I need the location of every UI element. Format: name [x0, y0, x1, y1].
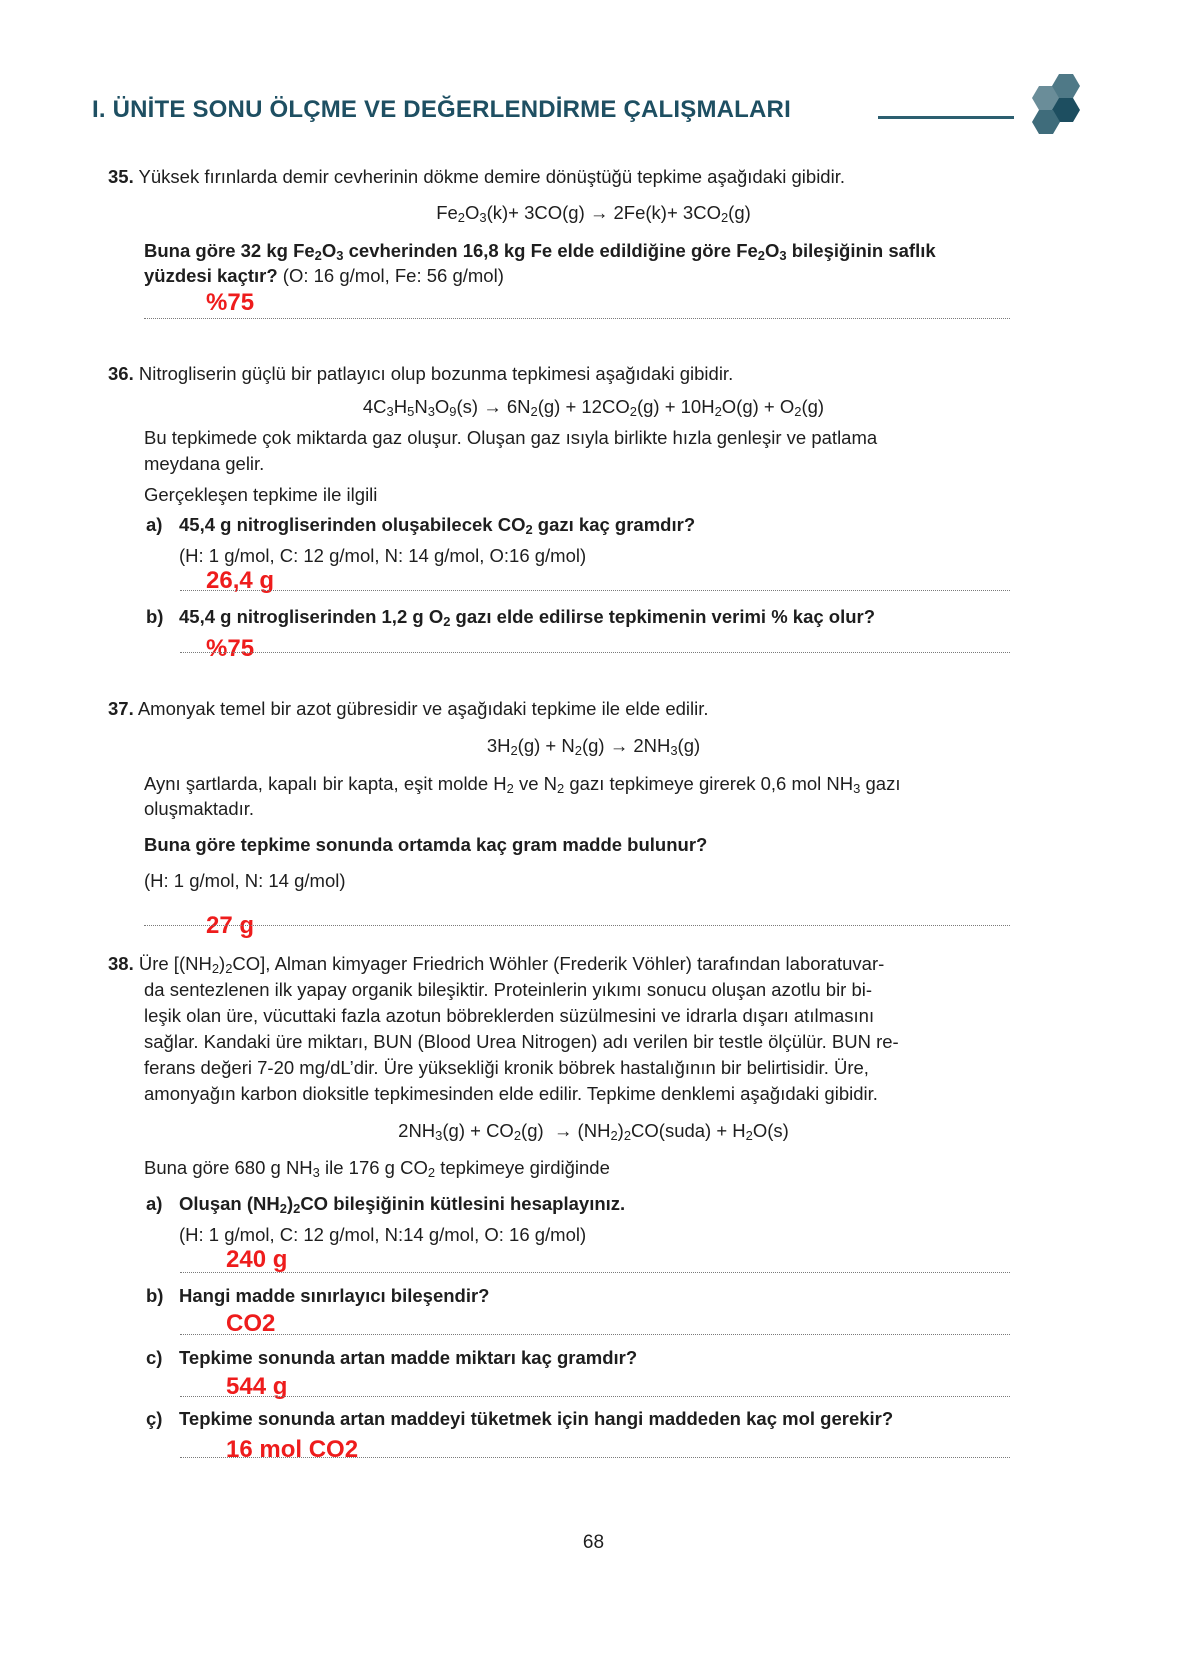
- q38b-question: Hangi madde sınırlayıcı bileşendir?: [179, 1285, 490, 1306]
- q36b-label: b): [146, 606, 164, 627]
- answer-line: [180, 1272, 1010, 1273]
- answer-line: [180, 1396, 1010, 1397]
- q36a-label: a): [146, 514, 163, 535]
- q38d-answer: 16 mol CO2: [226, 1436, 359, 1463]
- q37-answer: 27 g: [206, 912, 255, 939]
- q36-lead: Gerçekleşen tepkime ile ilgili: [144, 484, 378, 505]
- answer-line: [144, 318, 1010, 319]
- q36a-answer: 26,4 g: [206, 567, 275, 594]
- answer-line: [144, 925, 1010, 926]
- q38a-label: a): [146, 1193, 163, 1214]
- q38c-answer: 544 g: [226, 1373, 288, 1400]
- q37-intro: 37. Amonyak temel bir azot gübresidir ve aşağıdaki tepkime ile elde edilir.: [108, 698, 709, 719]
- q38d-question: Tepkime sonunda artan maddeyi tüketmek için hangi maddeden kaç mol gerekir?: [179, 1408, 894, 1429]
- q38-paragraph-4: sağlar. Kandaki üre miktarı, BUN (Blood Urea Nitrogen) adı verilen bir testle ölçülür. BUN re-: [144, 1031, 899, 1052]
- answer-line: [180, 1334, 1010, 1335]
- q37-paragraph-2: oluşmaktadır.: [144, 798, 255, 819]
- q35-question-cont: yüzdesi kaçtır? (O: 16 g/mol, Fe: 56 g/mol): [144, 265, 504, 286]
- answer-line: [180, 1457, 1010, 1458]
- q36b-question: 45,4 g nitrogliserinden 1,2 g $O_2$ gazı elde edilirse tepkimenin verimi % kaç olur?: [179, 606, 876, 629]
- q36-paragraph-1: Bu tepkimede çok miktarda gaz oluşur. Oluşan gaz ısıyla birlikte hızla genleşir ve patlama: [144, 427, 878, 448]
- q38a-masses: (H: 1 g/mol, C: 12 g/mol, N:14 g/mol, O: 16 g/mol): [179, 1224, 587, 1245]
- q38-equation: $2NH_3(g) + CO_2(g)$ → $(NH_2)_2CO(suda) + H_2O(s)$: [398, 1120, 789, 1143]
- q38-paragraph-6: amonyağın karbon dioksitle tepkimesinden elde edilir. Tepkime denklemi aşağıdaki gibidir.: [144, 1083, 878, 1104]
- q38d-label: ç): [146, 1408, 163, 1429]
- q35-answer: %75: [206, 289, 255, 316]
- q35-intro: 35. Yüksek fırınlarda demir cevherinin dökme demire dönüştüğü tepkime aşağıdaki gibidir.: [108, 166, 845, 187]
- q38a-question: Oluşan $(NH_2)_2CO$ bileşiğinin kütlesini hesaplayınız.: [179, 1193, 626, 1216]
- q37-masses: (H: 1 g/mol, N: 14 g/mol): [144, 870, 346, 891]
- page-number: 68: [582, 1532, 605, 1553]
- q38-paragraph-5: ferans değeri 7-20 mg/dL’dir. Üre yüksekliği kronik böbrek hastalığının bir belirtisidir. Üre,: [144, 1057, 869, 1078]
- q38-lead: Buna göre 680 g $NH_3$ ile 176 g $CO_2$ tepkimeye girdiğinde: [144, 1157, 610, 1180]
- q37-paragraph-1: Aynı şartlarda, kapalı bir kapta, eşit molde $H_2$ ve $N_2$ gazı tepkimeye girerek 0,6 mol $NH_3$ gazı: [144, 773, 901, 796]
- q36-intro: 36. Nitrogliserin güçlü bir patlayıcı olup bozunma tepkimesi aşağıdaki gibidir.: [108, 363, 734, 384]
- q36-paragraph-2: meydana gelir.: [144, 453, 265, 474]
- q36a-question: 45,4 g nitrogliserinden oluşabilecek $CO_2$ gazı kaç gramdır?: [179, 514, 696, 537]
- q38a-answer: 240 g: [226, 1246, 288, 1273]
- answer-line: [180, 652, 1010, 653]
- q38-paragraph-2: da sentezlenen ilk yapay organik bileşiktir. Proteinlerin yıkımı sonucu oluşan azotlu bir bi-: [144, 979, 873, 1000]
- q38c-question: Tepkime sonunda artan madde miktarı kaç gramdır?: [179, 1347, 638, 1368]
- hexagon-cluster-icon: [1025, 72, 1087, 148]
- q36b-answer: %75: [206, 635, 255, 662]
- header-divider: [878, 116, 1014, 119]
- q38-paragraph-1: 38. Üre $[(NH_2)_2CO]$, Alman kimyager Friedrich Wöhler (Frederik Vöhler) tarafından laboratuvar-: [108, 953, 885, 976]
- q38b-answer: CO2: [226, 1310, 276, 1337]
- q38b-label: b): [146, 1285, 164, 1306]
- q37-equation: $3H_2(g) + N_2(g) \to 2NH_3(g)$: [486, 735, 701, 758]
- q35-equation: $Fe_2O_3(k)+ 3CO(g) \to 2Fe(k)+ 3CO_2(g)$: [436, 202, 751, 225]
- q35-question: Buna göre 32 kg $Fe_2O_3$ cevherinden 16,8 kg Fe elde edildiğine göre $Fe_2O_3$ bileşiğinin saflık: [144, 240, 936, 263]
- answer-line: [180, 590, 1010, 591]
- q36-equation: $4C_3H_5N_3O_9(s) \to 6N_2(g) + 12CO_2(g) + 10H_2O(g) + O_2(g)$: [362, 396, 825, 419]
- q37-question: Buna göre tepkime sonunda ortamda kaç gram madde bulunur?: [144, 834, 708, 855]
- q36a-masses: (H: 1 g/mol, C: 12 g/mol, N: 14 g/mol, O:16 g/mol): [179, 545, 587, 566]
- page-title: I. ÜNİTE SONU ÖLÇME VE DEĞERLENDİRME ÇALIŞMALARI: [92, 96, 791, 123]
- q38-paragraph-3: leşik olan üre, vücuttaki fazla azotun böbreklerden süzülmesini ve idrarla dışarı atılmasını: [144, 1005, 875, 1026]
- q38c-label: c): [146, 1347, 163, 1368]
